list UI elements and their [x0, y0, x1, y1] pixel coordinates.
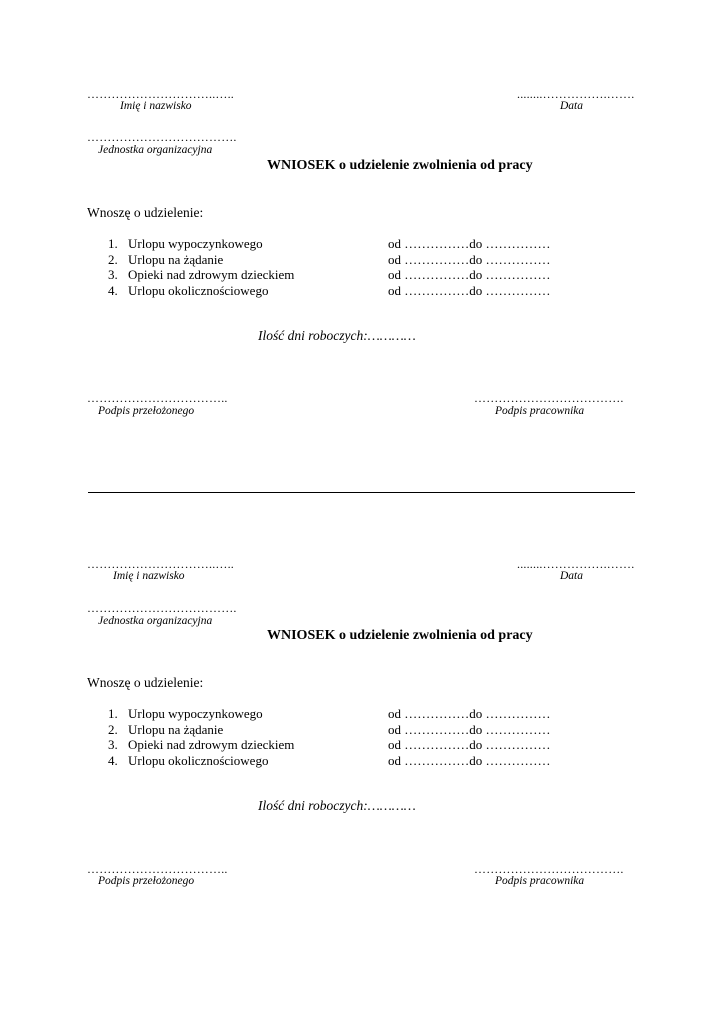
unit-caption: Jednostka organizacyjna	[98, 615, 213, 627]
item-number: 3.	[108, 737, 118, 752]
item-label: Urlopu wypoczynkowego	[128, 236, 263, 251]
item-date-range[interactable]: od ……………do ……………	[388, 737, 551, 752]
working-days-field[interactable]: Ilość dni roboczych:…………	[258, 798, 416, 813]
item-date-range[interactable]: od ……………do ……………	[388, 267, 551, 282]
item-label: Opieki nad zdrowym dzieckiem	[128, 737, 295, 752]
item-label: Urlopu okolicznościowego	[128, 282, 269, 298]
item-date-range[interactable]: od ……………do ……………	[388, 282, 551, 298]
leave-request-form-top	[0, 0, 725, 420]
leave-request-form-bottom	[0, 470, 725, 890]
item-number: 4.	[108, 282, 118, 298]
item-date-range[interactable]: od ……………do ……………	[388, 236, 551, 251]
form-title: WNIOSEK o udzielenie zwolnienia od pracy	[267, 158, 533, 173]
item-number: 3.	[108, 267, 118, 282]
date-field-dots[interactable]: ........…………….…….	[517, 87, 635, 101]
employee-signature-caption: Podpis pracownika	[495, 875, 585, 887]
intro-text: Wnoszę o udzielenie:	[87, 205, 204, 220]
list-item	[108, 283, 568, 299]
supervisor-signature-dots[interactable]: ……………………………..	[87, 391, 228, 405]
item-date-range[interactable]: od ……………do ……………	[388, 752, 551, 768]
item-label: Urlopu okolicznościowego	[128, 752, 269, 768]
item-date-range[interactable]: od ……………do ……………	[388, 721, 551, 737]
item-number: 4.	[108, 752, 118, 768]
list-item	[108, 722, 568, 738]
item-number: 1.	[108, 706, 118, 721]
supervisor-signature-caption: Podpis przełożonego	[98, 405, 195, 417]
name-caption: Imię i nazwisko	[113, 570, 185, 582]
unit-caption: Jednostka organizacyjna	[98, 144, 213, 156]
item-label: Urlopu na żądanie	[128, 251, 224, 267]
list-item	[108, 706, 568, 722]
supervisor-signature-dots[interactable]: ……………………………..	[87, 862, 228, 876]
name-caption: Imię i nazwisko	[120, 100, 192, 112]
list-item	[108, 753, 568, 769]
item-label: Urlopu wypoczynkowego	[128, 706, 263, 721]
list-item	[108, 737, 568, 753]
list-item	[108, 236, 568, 252]
employee-signature-dots[interactable]: ……………………………….	[474, 391, 624, 405]
leave-type-list	[108, 236, 568, 298]
intro-text: Wnoszę o udzielenie:	[87, 675, 204, 690]
name-field-dots[interactable]: …………………………..…..	[87, 557, 234, 571]
name-field-dots[interactable]: …………………………..…..	[87, 87, 234, 101]
item-number: 2.	[108, 721, 118, 737]
list-item	[108, 252, 568, 268]
employee-signature-dots[interactable]: ……………………………….	[474, 862, 624, 876]
item-label: Opieki nad zdrowym dzieckiem	[128, 267, 295, 282]
date-caption: Data	[560, 100, 583, 112]
unit-field-dots[interactable]: ……………………………….	[87, 601, 237, 615]
list-item	[108, 267, 568, 283]
date-field-dots[interactable]: ........…………….…….	[517, 557, 635, 571]
date-caption: Data	[560, 570, 583, 582]
working-days-field[interactable]: Ilość dni roboczych:…………	[258, 328, 416, 343]
item-date-range[interactable]: od ……………do ……………	[388, 706, 551, 721]
employee-signature-caption: Podpis pracownika	[495, 405, 585, 417]
form-title: WNIOSEK o udzielenie zwolnienia od pracy	[267, 628, 533, 643]
supervisor-signature-caption: Podpis przełożonego	[98, 875, 195, 887]
item-number: 2.	[108, 251, 118, 267]
unit-field-dots[interactable]: ……………………………….	[87, 130, 237, 144]
leave-type-list	[108, 706, 568, 768]
item-number: 1.	[108, 236, 118, 251]
item-label: Urlopu na żądanie	[128, 721, 224, 737]
item-date-range[interactable]: od ……………do ……………	[388, 251, 551, 267]
